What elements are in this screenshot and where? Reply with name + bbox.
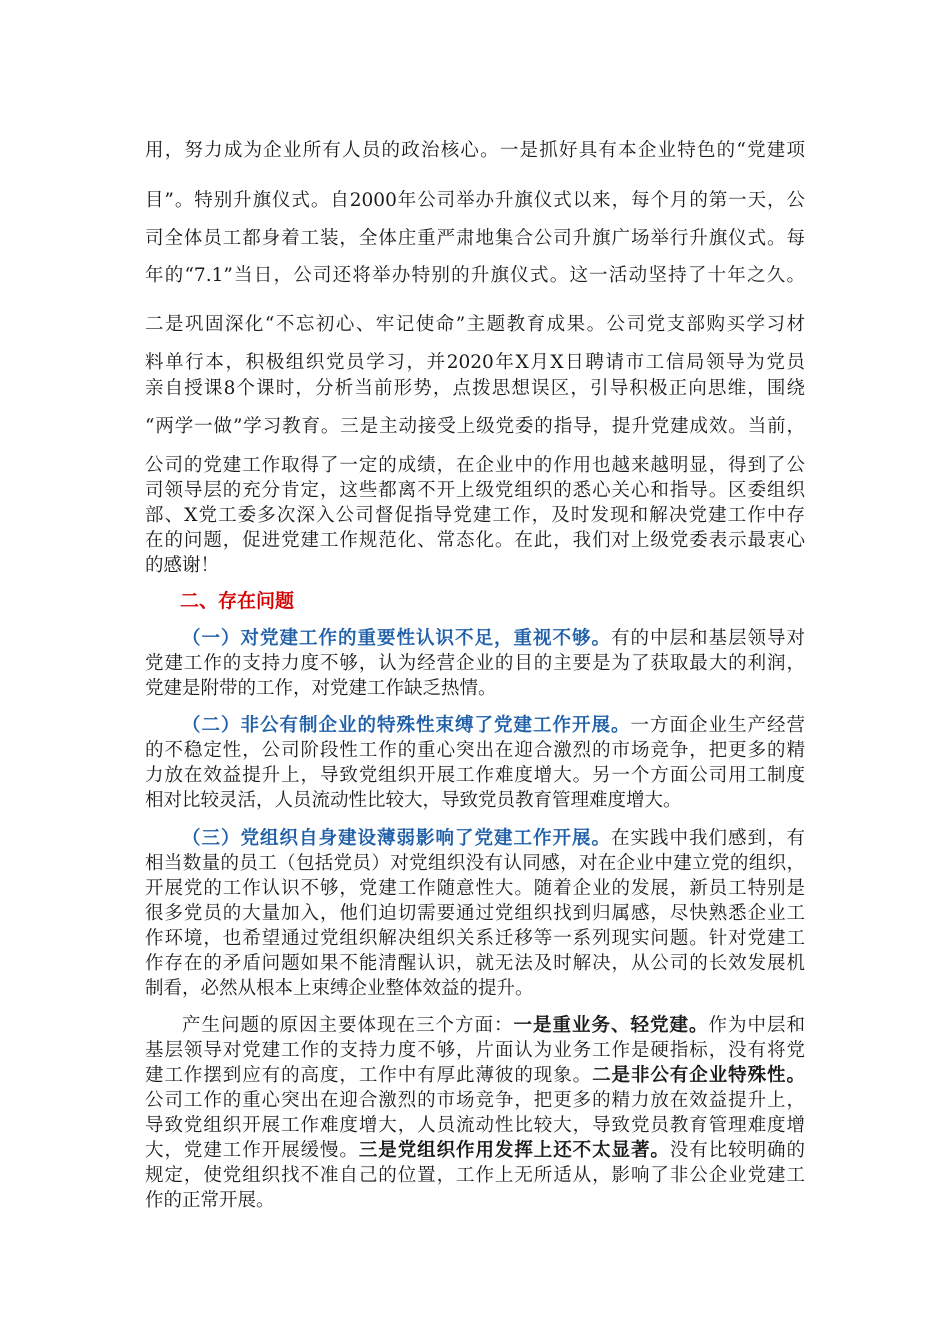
causes-text: 建工作摆到应有的高度，工作中有厚此薄彼的现象。 xyxy=(145,1065,593,1086)
text-line: 二是巩固深化“不忘初心、牢记使命”主题教育成果。公司党支部购买学习材 xyxy=(145,314,805,335)
text-line: 作环境，也希望通过党组织解决组织关系迁移等一系列现实问题。针对党建工 xyxy=(145,928,805,949)
text-line: “两学一做”学习教育。三是主动接受上级党委的指导，提升党建成效。当前， xyxy=(145,416,805,437)
text-line: 力放在效益提升上，导致党组织开展工作难度增大。另一个方面公司用工制度 xyxy=(145,765,805,786)
causes-text: 没有比较明确的 xyxy=(669,1140,805,1161)
text-line: 目”。特别升旗仪式。自2000年公司举办升旗仪式以来，每个月的第一天，公 xyxy=(145,190,805,211)
issue-1-text: 有的中层和基层领导对 xyxy=(610,628,805,649)
text-line: 的不稳定性，公司阶段性工作的重心突出在迎合激烈的市场竞争，把更多的精 xyxy=(145,740,805,761)
text-line: 基层领导对党建工作的支持力度不够，片面认为业务工作是硬指标，没有将党 xyxy=(145,1040,805,1061)
issue-1-title: （一）对党建工作的重要性认识不足，重视不够。 xyxy=(182,628,611,649)
causes-line-3 xyxy=(145,1063,805,1089)
text-line: 作的正常开展。 xyxy=(145,1190,275,1211)
issue-1-first-line xyxy=(182,626,805,652)
text-line: 的感谢！ xyxy=(145,555,220,576)
text-line: 制看，必然从根本上束缚企业整体效益的提升。 xyxy=(145,978,534,999)
causes-text: 大，党建工作开展缓慢。 xyxy=(145,1140,359,1161)
issue-3-title: （三）党组织自身建设薄弱影响了党建工作开展。 xyxy=(182,828,611,849)
text-line: 料单行本，积极组织党员学习，并2020年X月X日聘请市工信局领导为党员 xyxy=(145,352,805,373)
text-line: 党建工作的支持力度不够，认为经营企业的目的主要是为了获取最大的利润， xyxy=(145,653,805,674)
text-line: 亲自授课8个课时，分析当前形势，点拨思想误区，引导积极正向思维，围绕 xyxy=(145,378,805,399)
text-line: 相对比较灵活，人员流动性比较大，导致党员教育管理难度增大。 xyxy=(145,790,682,811)
text-line: 党建是附带的工作，对党建工作缺乏热情。 xyxy=(145,678,497,699)
causes-line-6 xyxy=(145,1138,805,1164)
causes-text: 产生问题的原因主要体现在三个方面： xyxy=(182,1015,514,1036)
causes-first-line xyxy=(182,1013,805,1039)
text-line: 公司的党建工作取得了一定的成绩，在企业中的作用也越来越明显，得到了公 xyxy=(145,455,805,476)
text-line: 作存在的矛盾问题如果不能清醒认识，就无法及时解决，从公司的长效发展机 xyxy=(145,953,805,974)
section-heading: 二、存在问题 xyxy=(180,590,295,612)
text-line: 司全体员工都身着工装，全体庄重严肃地集合公司升旗广场举行升旗仪式。每 xyxy=(145,228,805,249)
text-line: 用，努力成为企业所有人员的政治核心。一是抓好具有本企业特色的“党建项 xyxy=(145,140,805,161)
text-line: 在的问题，促进党建工作规范化、常态化。在此，我们对上级党委表示最衷心 xyxy=(145,530,805,551)
causes-text: 作为中层和 xyxy=(708,1015,805,1036)
cause-3-title: 三是党组织作用发挥上还不太显著。 xyxy=(358,1140,670,1161)
text-line: 部、X党工委多次深入公司督促指导党建工作，及时发现和解决党建工作中存 xyxy=(145,505,805,526)
text-line: 导致党组织开展工作难度增大，人员流动性比较大，导致党员教育管理难度增 xyxy=(145,1115,805,1136)
cause-1-title: 一是重业务、轻党建。 xyxy=(513,1015,709,1036)
issue-3-text: 在实践中我们感到，有 xyxy=(610,828,805,849)
cause-2-title: 二是非公有企业特殊性。 xyxy=(592,1065,805,1086)
issue-3-first-line xyxy=(182,826,805,852)
issue-2-title: （二）非公有制企业的特殊性束缚了党建工作开展。 xyxy=(182,715,631,736)
text-line: 相当数量的员工（包括党员）对党组织没有认同感，对在企业中建立党的组织， xyxy=(145,853,805,874)
text-line: 年的“7.1”当日，公司还将举办特别的升旗仪式。这一活动坚持了十年之久。 xyxy=(145,265,805,286)
text-line: 公司工作的重心突出在迎合激烈的市场竞争，把更多的精力放在效益提升上， xyxy=(145,1090,805,1111)
text-line: 司领导层的充分肯定，这些都离不开上级党组织的悉心关心和指导。区委组织 xyxy=(145,480,805,501)
issue-2-first-line xyxy=(182,713,805,739)
issue-2-text: 一方面企业生产经营 xyxy=(630,715,805,736)
text-line: 很多党员的大量加入，他们迫切需要通过党组织找到归属感，尽快熟悉企业工 xyxy=(145,903,805,924)
text-line: 规定，使党组织找不准自己的位置，工作上无所适从，影响了非公企业党建工 xyxy=(145,1165,805,1186)
text-line: 开展党的工作认识不够，党建工作随意性大。随着企业的发展，新员工特别是 xyxy=(145,878,805,899)
